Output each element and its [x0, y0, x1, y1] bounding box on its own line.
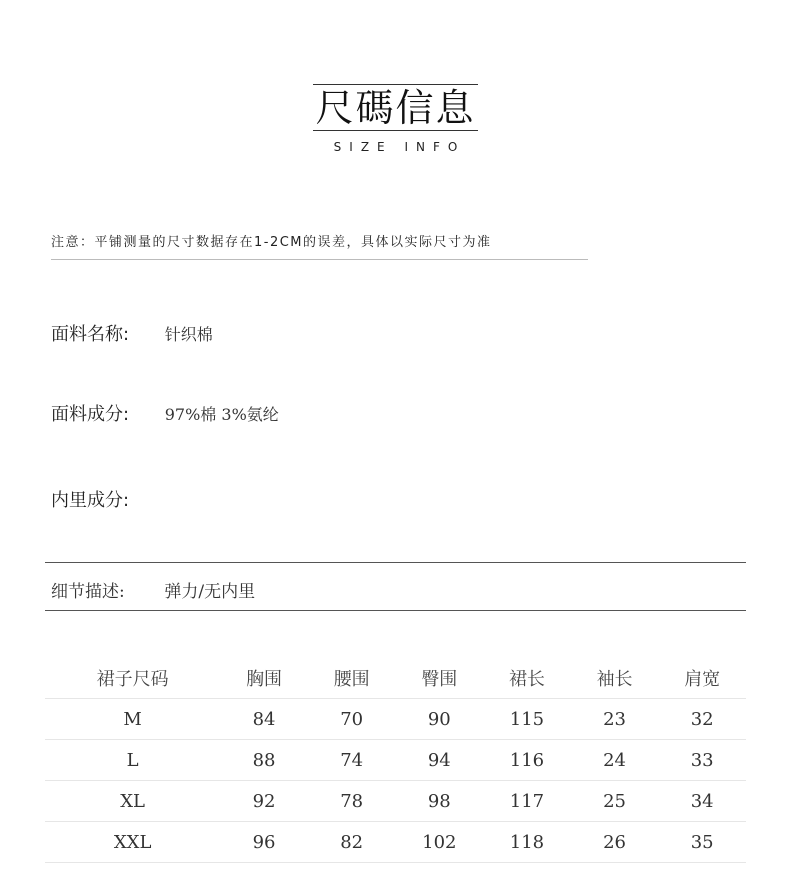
column-header: 腰围: [308, 658, 396, 699]
table-cell: L: [45, 740, 220, 781]
fabric-composition-value: 97%棉 3%氨纶: [164, 405, 279, 424]
table-cell: 117: [483, 781, 571, 822]
fabric-name-row: [51, 320, 213, 346]
table-row: [45, 822, 746, 863]
table-cell: XXL: [45, 822, 220, 863]
table-cell: 94: [396, 740, 484, 781]
table-cell: 116: [483, 740, 571, 781]
table-cell: 96: [220, 822, 308, 863]
table-row: [45, 740, 746, 781]
title-bottom-rule: [313, 130, 478, 131]
column-header: 裙子尺码: [45, 658, 220, 699]
fabric-name-label: 面料名称:: [51, 324, 130, 345]
table-cell: 98: [396, 781, 484, 822]
table-cell: 24: [571, 740, 659, 781]
detail-bottom-rule: [45, 610, 746, 611]
title-top-rule: [313, 84, 478, 85]
table-cell: 102: [396, 822, 484, 863]
note-divider: [51, 259, 588, 260]
detail-top-rule: [45, 562, 746, 563]
detail-description-value: 弹力/无内里: [164, 582, 256, 602]
table-cell: 70: [308, 699, 396, 740]
column-header: 肩宽: [658, 658, 746, 699]
page-title: 尺碼信息: [315, 86, 476, 130]
lining-composition-label: 内里成分:: [51, 490, 130, 511]
table-cell: 23: [571, 699, 659, 740]
column-header: 裙长: [483, 658, 571, 699]
table-row: [45, 781, 746, 822]
fabric-composition-label: 面料成分:: [51, 404, 130, 425]
column-header: 臀围: [396, 658, 484, 699]
detail-description-row: [51, 577, 255, 602]
table-cell: XL: [45, 781, 220, 822]
page-subtitle: SIZE INFO: [333, 140, 466, 154]
table-cell: 92: [220, 781, 308, 822]
table-header-row: [45, 658, 746, 699]
table-cell: 26: [571, 822, 659, 863]
size-chart-table: [45, 658, 746, 863]
table-row: [45, 699, 746, 740]
table-cell: 78: [308, 781, 396, 822]
column-header: 胸围: [220, 658, 308, 699]
fabric-name-value: 针织棉: [164, 325, 213, 344]
table-cell: 90: [396, 699, 484, 740]
table-cell: 25: [571, 781, 659, 822]
table-cell: 118: [483, 822, 571, 863]
table-cell: 88: [220, 740, 308, 781]
table-cell: 32: [658, 699, 746, 740]
measurement-note: 注意：平铺测量的尺寸数据存在1-2CM的误差，具体以实际尺寸为准: [51, 235, 492, 250]
table-cell: 33: [658, 740, 746, 781]
table-cell: 84: [220, 699, 308, 740]
table-cell: 34: [658, 781, 746, 822]
fabric-composition-row: [51, 400, 279, 426]
table-cell: 115: [483, 699, 571, 740]
lining-composition-row: [51, 486, 159, 512]
table-cell: M: [45, 699, 220, 740]
table-cell: 82: [308, 822, 396, 863]
detail-description-label: 细节描述:: [51, 582, 125, 602]
table-cell: 35: [658, 822, 746, 863]
table-cell: 74: [308, 740, 396, 781]
column-header: 袖长: [571, 658, 659, 699]
